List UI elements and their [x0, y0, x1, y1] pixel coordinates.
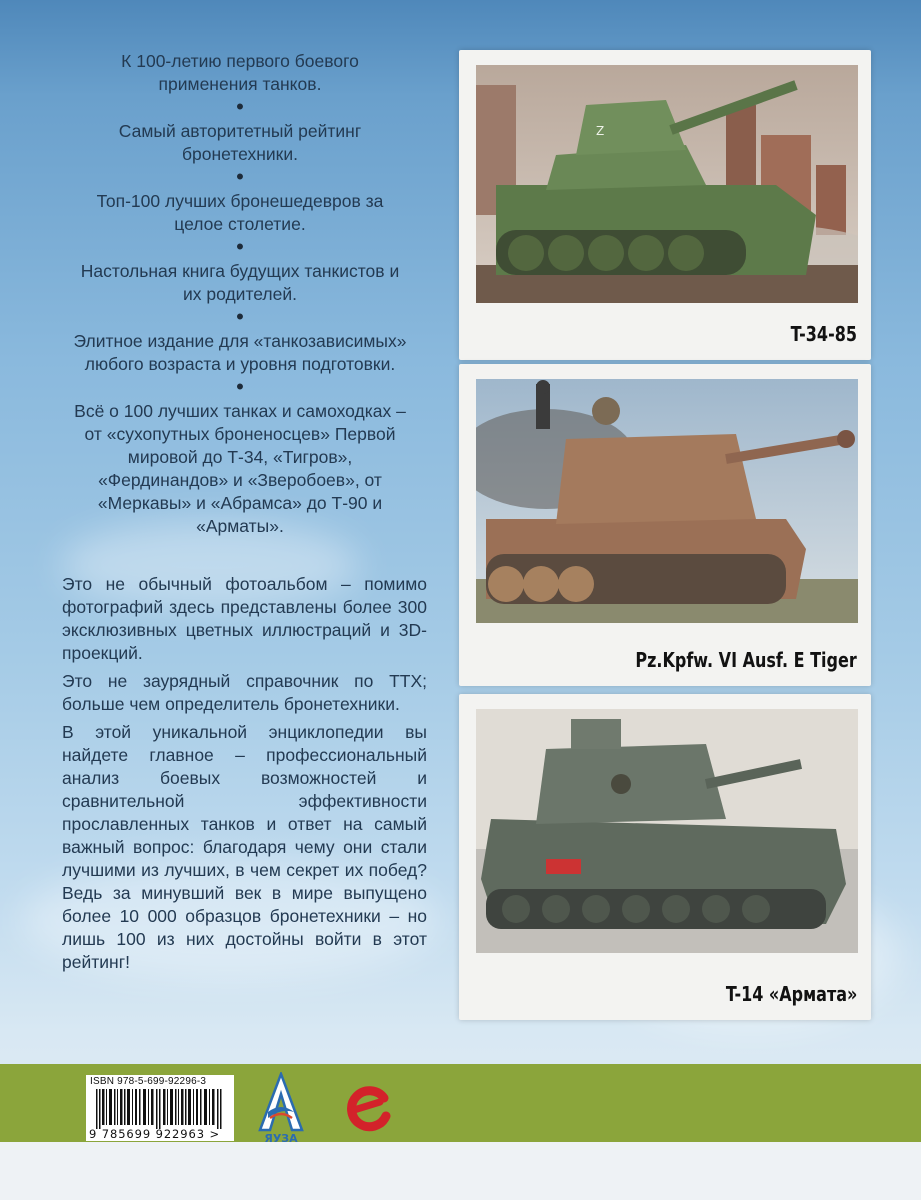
- tank-card-tiger: [459, 364, 871, 686]
- bullet-dot: •: [236, 164, 244, 189]
- tank-caption: Pz.Kpfw. VI Ausf. E Tiger: [635, 648, 857, 672]
- isbn-text: ISBN 978-5-699-92296-3: [90, 1076, 207, 1087]
- feature-bullets: [40, 50, 440, 538]
- bullet-text: Топ-100 лучших бронешедевров за целое столетие.: [96, 191, 384, 234]
- barcode-number: 9 785699 922963 >: [89, 1127, 221, 1141]
- yauza-logo-text: ЯУЗА: [264, 1132, 298, 1144]
- bullet-text: Элитное издание для «танкозависимых» любого возраста и уровня подготовки.: [73, 331, 407, 374]
- paragraph: Это не заурядный справочник по ТТХ; больше чем определитель бронетехники.: [62, 671, 427, 714]
- bullet-dot: •: [236, 374, 244, 399]
- bullet-dot: •: [236, 234, 244, 259]
- yauza-logo-icon: [256, 1072, 306, 1144]
- bullet-dot: •: [236, 94, 244, 119]
- paragraph: В этой уникальной энциклопедии вы найдете главное – профессиональный анализ боевых возможностей и сравнительной эффективности прославленных танков и ответ на самый важный вопрос: благодаря чему они стали лучшими из лучших, в чем секрет их побед? Ведь за минувший век в мире выпущено более 10 000 образцов бронетехники – но лишь 100 из них достойны войти в этот рейтинг!: [62, 722, 427, 972]
- tank-card-armata: [459, 694, 871, 1020]
- bullet-text: К 100-летию первого боевого применения танков.: [121, 51, 359, 94]
- tank-caption: T-14 «Армата»: [725, 982, 857, 1006]
- tank-card-t34: [459, 50, 871, 360]
- bullet-text: Всё о 100 лучших танках и самоходках – от «сухопутных броненосцев» Первой мировой до Т-34, «Тигров», «Фердинандов» и «Зверобоев», от «Меркавы» и «Абрамса» до Т-90 и «Арматы».: [74, 401, 406, 536]
- barcode: [86, 1075, 234, 1141]
- barcode-bars: [96, 1089, 224, 1129]
- eksmo-logo-icon: [344, 1084, 394, 1134]
- bullet-dot: •: [236, 304, 244, 329]
- white-footer-band: [0, 1142, 921, 1200]
- tank-caption: T-34-85: [790, 322, 857, 346]
- armata-photo: [476, 709, 858, 953]
- bullet-text: Самый авторитетный рейтинг бронетехники.: [118, 121, 362, 164]
- tiger-photo: [476, 379, 858, 623]
- paragraph: Это не обычный фотоальбом – помимо фотографий здесь представлены более 300 эксклюзивных цветных иллюстраций и 3D-проекций.: [62, 574, 427, 663]
- svg-text:Z: Z: [596, 124, 605, 138]
- description-text: [62, 573, 427, 979]
- t34-photo: [476, 65, 858, 303]
- bullet-text: Настольная книга будущих танкистов и их родителей.: [80, 261, 400, 304]
